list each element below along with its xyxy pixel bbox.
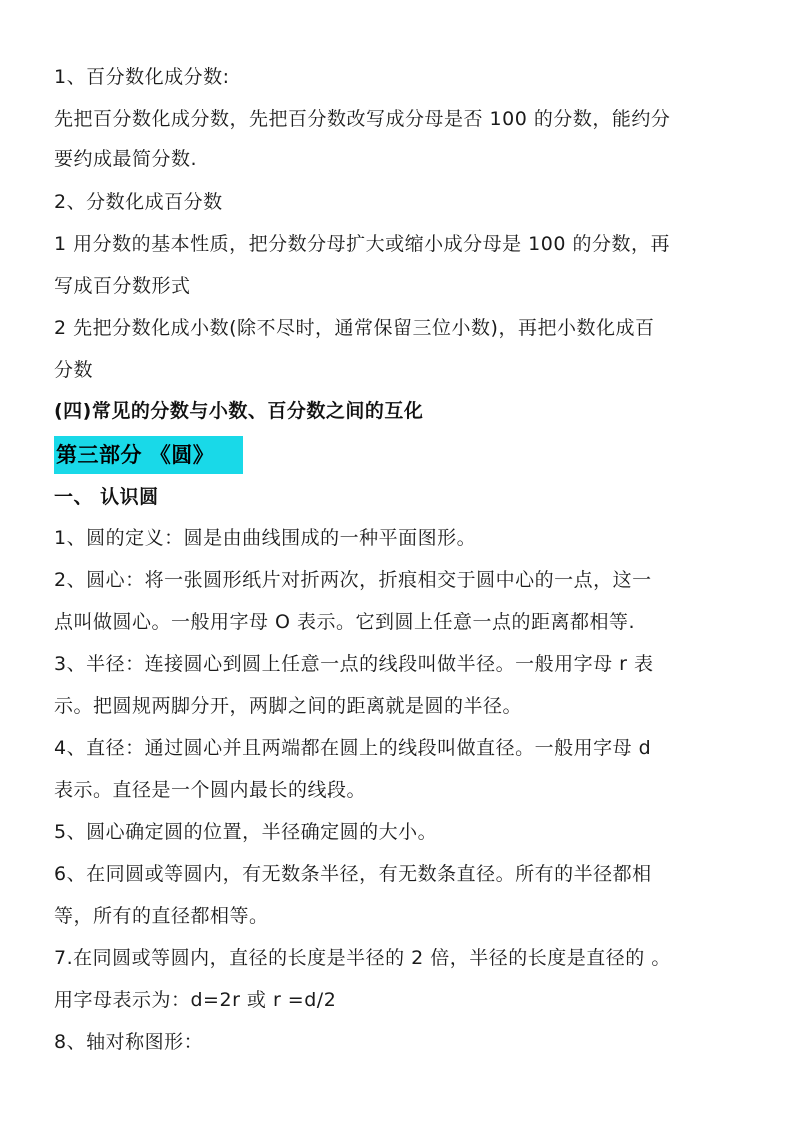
text-line: 等，所有的直径都相等。	[54, 905, 269, 927]
text-line: 用字母表示为：d=2r 或 r =d/2	[54, 989, 337, 1011]
text-line: 示。把圆规两脚分开，两脚之间的距离就是圆的半径。	[54, 695, 523, 717]
section-heading: (四)常见的分数与小数、百分数之间的互化	[54, 400, 424, 422]
subsection-heading: 一、 认识圆	[54, 486, 159, 508]
text-line: 7.在同圆或等圆内，直径的长度是半径的 2 倍，半径的长度是直径的 。	[54, 947, 671, 969]
text-line: 写成百分数形式	[54, 275, 191, 297]
text-line: 4、直径：通过圆心并且两端都在圆上的线段叫做直径。一般用字母 d	[54, 737, 652, 759]
text-line: 先把百分数化成分数，先把百分数改写成分母是否 100 的分数，能约分	[54, 108, 671, 130]
text-line: 1、百分数化成分数:	[54, 66, 230, 88]
text-line: 6、在同圆或等圆内，有无数条半径，有无数条直径。所有的半径都相	[54, 863, 652, 885]
text-line: 1 用分数的基本性质，把分数分母扩大或缩小成分母是 100 的分数，再	[54, 233, 670, 255]
text-line: 2 先把分数化成小数(除不尽时，通常保留三位小数)，再把小数化成百	[54, 317, 655, 339]
text-line: 表示。直径是一个圆内最长的线段。	[54, 779, 367, 801]
text-line: 点叫做圆心。一般用字母 O 表示。它到圆上任意一点的距离都相等.	[54, 611, 636, 633]
text-line: 3、半径：连接圆心到圆上任意一点的线段叫做半径。一般用字母 r 表	[54, 653, 654, 675]
part-title: 第三部分 《圆》	[56, 443, 215, 467]
text-line: 5、圆心确定圆的位置，半径确定圆的大小。	[54, 821, 438, 843]
text-line: 分数	[54, 359, 94, 381]
text-line: 2、分数化成百分数	[54, 191, 223, 213]
text-line: 1、圆的定义：圆是由曲线围成的一种平面图形。	[54, 527, 477, 549]
text-line: 2、圆心：将一张圆形纸片对折两次，折痕相交于圆中心的一点，这一	[54, 569, 652, 591]
text-line: 8、轴对称图形：	[54, 1031, 204, 1053]
text-line: 要约成最简分数.	[54, 148, 198, 170]
